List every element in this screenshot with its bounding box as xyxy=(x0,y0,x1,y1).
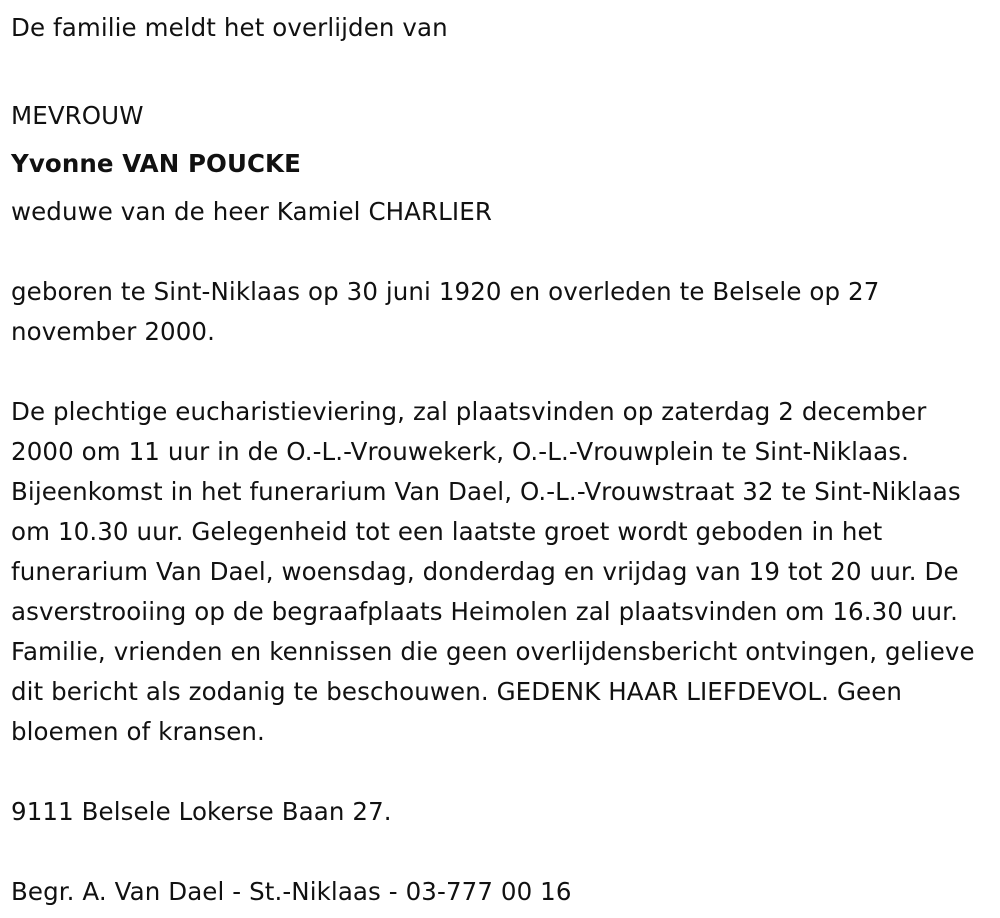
intro-line: De familie meldt het overlijden van xyxy=(11,13,448,42)
honorific: MEVROUW xyxy=(11,101,144,130)
spacer xyxy=(11,48,991,88)
birth-death-paragraph: geboren te Sint-Niklaas op 30 juni 1920 en overleden te Belsele op 27 november 2000. xyxy=(11,277,880,346)
obituary-notice xyxy=(11,8,991,912)
spacer xyxy=(11,232,991,272)
spouse-line: weduwe van de heer Kamiel CHARLIER xyxy=(11,197,492,226)
undertaker-line: Begr. A. Van Dael - St.-Niklaas - 03-777 00 16 xyxy=(11,877,572,906)
ceremony-paragraph: De plechtige eucharistieviering, zal plaatsvinden op zaterdag 2 december 2000 om 11 uur in de O.-L.-Vrouwekerk, O.-L.-Vrouwplein te Sint-Niklaas. Bijeenkomst in het funerarium Van Dael, O.-L.-Vrouwstraat 32 te Sint-Niklaas om 10.30 uur. Gelegenheid tot een laatste groet wordt geboden in het funerarium Van Dael, woensdag, donderdag en vrijdag van 19 tot 20 uur. De asverstrooiing op de begraafplaats Heimolen zal plaatsvinden om 16.30 uur. Familie, vrienden en kennissen die geen overlijdensbericht ontvingen, gelieve dit bericht als zodanig te beschouwen. GEDENK HAAR LIEFDEVOL. Geen bloemen of kransen. xyxy=(11,397,975,746)
spacer xyxy=(11,752,991,792)
address-line: 9111 Belsele Lokerse Baan 27. xyxy=(11,797,392,826)
deceased-name: Yvonne VAN POUCKE xyxy=(11,149,301,178)
spacer xyxy=(11,352,991,392)
spacer xyxy=(11,832,991,872)
